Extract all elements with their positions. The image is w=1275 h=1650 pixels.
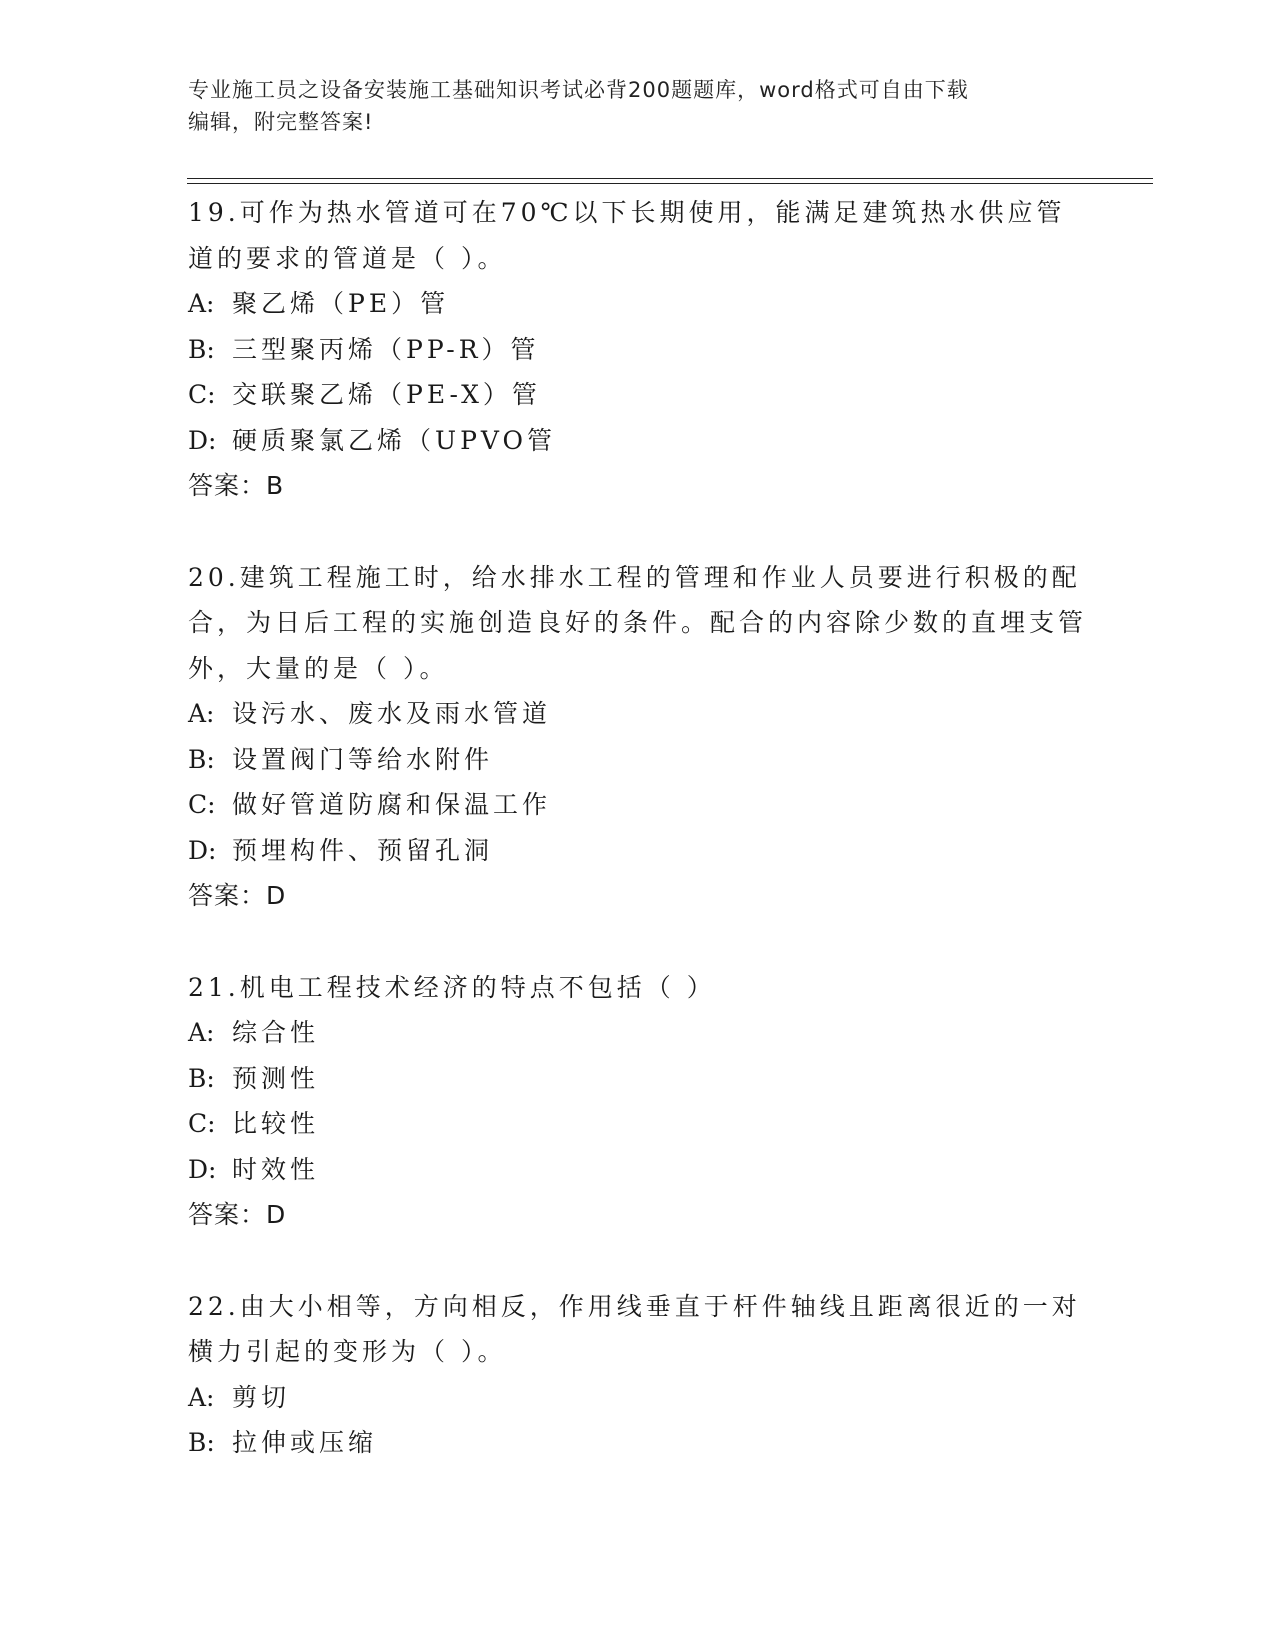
option-text: 预测性 [232, 1063, 320, 1093]
option-letter: A: [188, 699, 215, 728]
option-c [188, 372, 1088, 418]
option-letter: A: [188, 1382, 215, 1412]
header-title-line-1: 专业施工员之设备安装施工基础知识考试必背200题题库，word格式可自由下载 [188, 78, 969, 102]
option-letter: B: [188, 1063, 215, 1093]
option-text: 设污水、废水及雨水管道 [232, 699, 552, 728]
option-letter: D: [188, 835, 217, 865]
option-letter: A: [188, 1018, 215, 1047]
option-text: 做好管道防腐和保温工作 [232, 790, 552, 819]
question-19 [188, 190, 1088, 509]
question-22 [188, 1284, 1088, 1466]
option-d [188, 418, 1088, 464]
question-21 [188, 965, 1088, 1238]
option-text: 聚乙烯（PE）管 [232, 289, 450, 318]
option-d [188, 1147, 1088, 1193]
answer-line: 答案：B [188, 471, 285, 500]
option-text: 硬质聚氯乙烯（UPVO管 [232, 425, 557, 455]
option-text: 交联聚乙烯（PE-X）管 [232, 380, 541, 409]
option-text: 时效性 [232, 1154, 320, 1184]
question-stem: 19.可作为热水管道可在70℃以下长期使用，能满足建筑热水供应管道的要求的管道是（ ）。 [188, 198, 1066, 273]
option-c [188, 782, 1088, 828]
option-a [188, 1010, 1088, 1056]
question-list [188, 190, 1088, 1512]
option-letter: C: [188, 1109, 216, 1138]
answer-line: 答案：D [188, 1200, 287, 1229]
option-text: 综合性 [232, 1018, 320, 1047]
option-c [188, 1101, 1088, 1147]
option-letter: B: [188, 334, 215, 364]
answer-line: 答案：D [188, 881, 287, 910]
header-divider-top [187, 178, 1153, 179]
option-d [188, 828, 1088, 874]
option-b [188, 327, 1088, 373]
option-letter: A: [188, 289, 215, 318]
question-stem: 20.建筑工程施工时，给水排水工程的管理和作业人员要进行积极的配合，为日后工程的实施创造良好的条件。配合的内容除少数的直埋支管外，大量的是（ ）。 [188, 562, 1088, 683]
option-text: 比较性 [232, 1109, 320, 1138]
header-title-line-2: 编辑，附完整答案! [188, 110, 374, 134]
option-text: 剪切 [232, 1382, 291, 1412]
option-text: 拉伸或压缩 [232, 1428, 378, 1457]
option-text: 三型聚丙烯（PP-R）管 [232, 334, 540, 364]
option-letter: B: [188, 744, 215, 774]
option-letter: B: [188, 1428, 215, 1457]
option-letter: D: [188, 1154, 217, 1184]
option-a [188, 281, 1088, 327]
option-text: 预埋构件、预留孔洞 [232, 835, 494, 865]
header-divider-bottom [187, 183, 1153, 184]
question-20 [188, 555, 1088, 919]
option-letter: C: [188, 380, 216, 409]
question-stem: 21.机电工程技术经济的特点不包括（ ） [188, 972, 716, 1002]
option-a [188, 1375, 1088, 1421]
option-b [188, 737, 1088, 783]
option-letter: C: [188, 790, 216, 819]
question-stem: 22.由大小相等，方向相反，作用线垂直于杆件轴线且距离很近的一对横力引起的变形为（ ）。 [188, 1291, 1081, 1366]
document-header [188, 74, 1068, 138]
option-letter: D: [188, 425, 217, 455]
option-a [188, 691, 1088, 737]
option-b [188, 1056, 1088, 1102]
option-b [188, 1420, 1088, 1466]
option-text: 设置阀门等给水附件 [232, 744, 494, 774]
